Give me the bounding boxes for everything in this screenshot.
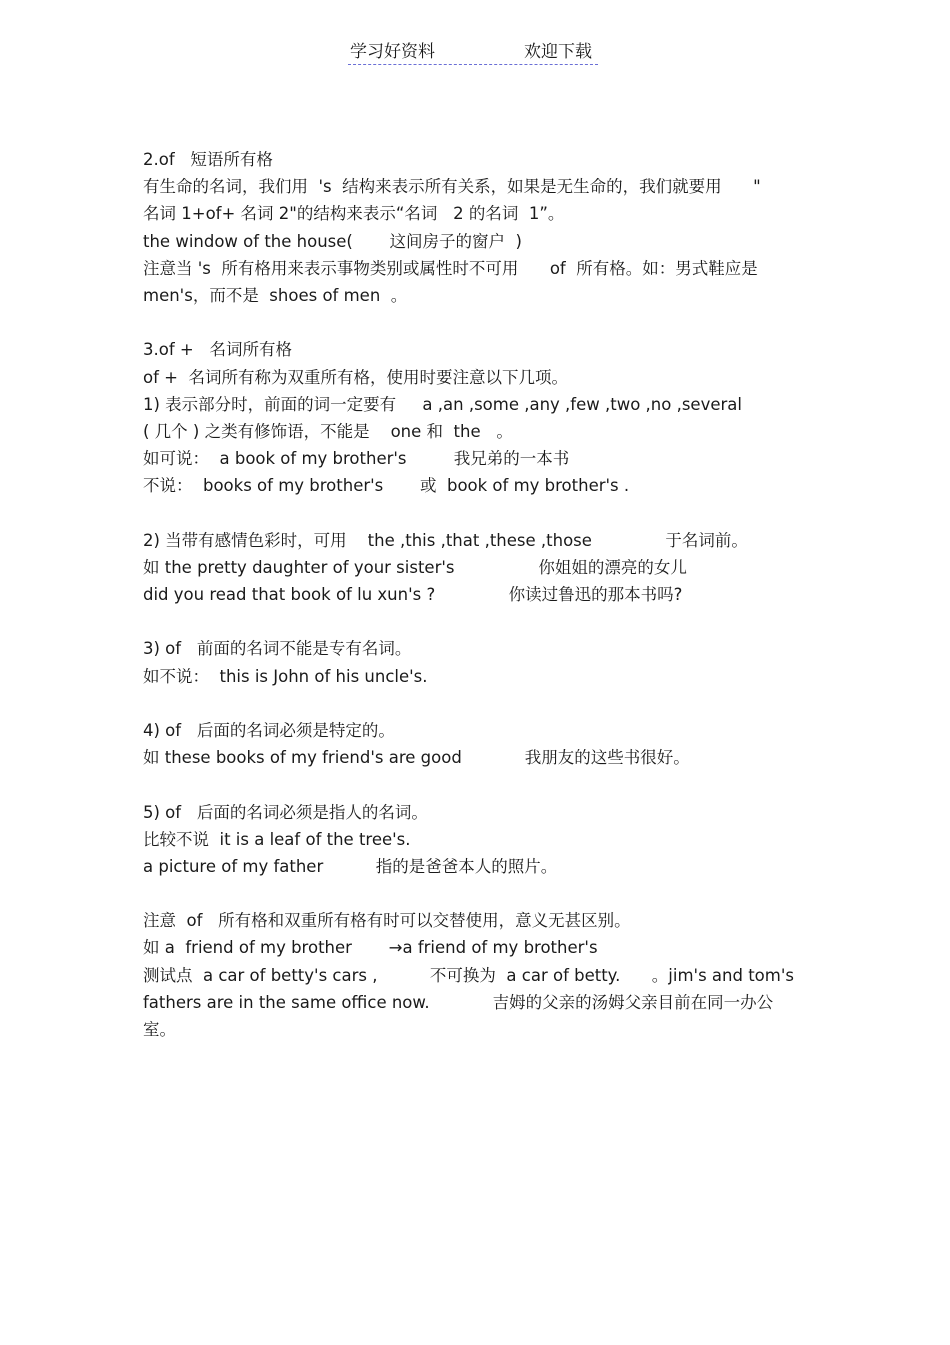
paragraph-line: of + 名词所有称为双重所有格，使用时要注意以下几项。 (143, 367, 568, 387)
note-line: 注意 of 所有格和双重所有格有时可以交替使用，意义无甚区别。 (143, 911, 631, 931)
header-left-text: 学习好资料 (350, 42, 435, 62)
spacer (143, 690, 823, 717)
example-line: 不说： books of my brother's 或 book of my brother's . (143, 476, 630, 496)
section-heading: 2.of 短语所有格 (143, 150, 273, 169)
paragraph-line: 有生命的名词，我们用 's 结构来表示所有关系，如果是无生命的，我们就要用 " (143, 177, 761, 197)
rule-line: 3) of 前面的名词不能是专有名词。 (143, 639, 412, 659)
paragraph-line: 注意当 's 所有格用来表示事物类别或属性时不可用 of 所有格。如：男式鞋应是 (143, 258, 758, 278)
rule-line: 2) 当带有感情色彩时，可用 the ,this ,that ,these ,those 于名词前。 (143, 530, 748, 550)
section-heading: 3.of + 名词所有格 (143, 340, 292, 360)
section-of-phrase-possessive (143, 146, 823, 309)
section-rule-3 (143, 635, 823, 689)
spacer (143, 309, 823, 336)
paragraph-line: 名词 1+of+ 名词 2"的结构来表示“名词 2 的名词 1”。 (143, 204, 565, 224)
section-note (143, 907, 823, 1043)
spacer (143, 608, 823, 635)
example-line: 如 these books of my friend's are good 我朋友的这些书很好。 (143, 748, 690, 768)
rule-line: ( 几个 ) 之类有修饰语，不能是 one 和 the 。 (143, 421, 513, 441)
spacer (143, 771, 823, 798)
section-rule-2 (143, 527, 823, 609)
example-line: the window of the house( 这间房子的窗户 ) (143, 231, 522, 251)
example-line: did you read that book of lu xun's ? 你读过鲁迅的那本书吗? (143, 585, 683, 604)
example-line: a picture of my father 指的是爸爸本人的照片。 (143, 856, 558, 876)
page-header (348, 40, 598, 65)
example-line: 室。 (143, 1020, 176, 1039)
spacer (143, 499, 823, 526)
spacer (143, 880, 823, 907)
section-rule-4 (143, 717, 823, 771)
section-rule-5 (143, 799, 823, 881)
paragraph-line: men's，而不是 shoes of men 。 (143, 285, 408, 305)
example-line: 如 the pretty daughter of your sister's 你姐姐的漂亮的女儿 (143, 557, 687, 577)
example-line: 如可说： a book of my brother's 我兄弟的一本书 (143, 449, 570, 469)
example-line: 如不说： this is John of his uncle's. (143, 666, 428, 686)
example-line: fathers are in the same office now. 吉姆的父亲的汤姆父亲目前在同一办公 (143, 992, 774, 1012)
example-line: 比较不说 it is a leaf of the tree's. (143, 829, 411, 849)
example-line: 测试点 a car of betty's cars , 不可换为 a car of betty. 。jim's and tom's (143, 965, 794, 985)
header-right-text: 欢迎下载 (524, 42, 592, 62)
section-double-possessive (143, 336, 823, 499)
document-body (143, 146, 823, 1043)
rule-line: 1) 表示部分时，前面的词一定要有 a ,an ,some ,any ,few ,two ,no ,several (143, 394, 742, 414)
rule-line: 5) of 后面的名词必须是指人的名词。 (143, 802, 428, 822)
rule-line: 4) of 后面的名词必须是特定的。 (143, 720, 395, 740)
example-line: 如 a friend of my brother →a friend of my brother's (143, 938, 598, 958)
